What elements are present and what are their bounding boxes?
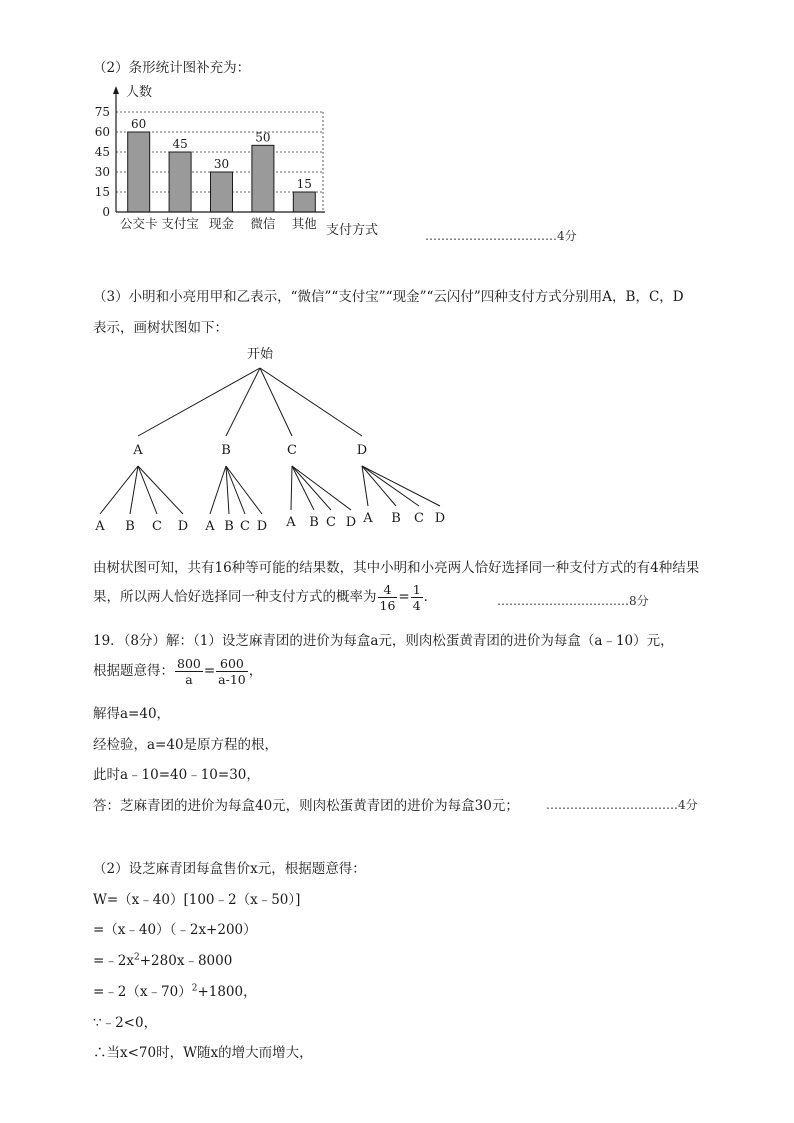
fraction-4-16: $\frac{4}{16}$: [379, 582, 396, 613]
fraction-1-4: $\frac{1}{4}$: [412, 582, 421, 613]
tree-branch: [292, 466, 351, 510]
bar: [252, 145, 274, 212]
x-tick-label: 支付宝: [161, 216, 199, 231]
fraction-800-a: $\frac{800}{a}$: [177, 656, 201, 687]
y-tick-label: 30: [94, 165, 110, 179]
tree-branch: [210, 466, 226, 514]
tree-node-level2: C: [326, 515, 336, 530]
tree-branch: [138, 368, 260, 436]
tree-node-level2: C: [240, 519, 250, 534]
y-tick-label: 75: [94, 105, 110, 119]
q19-line1: 19．（8分）解：（1）设芝麻青团的进价为每盒a元，则肉松蛋黄青团的进价为每盒（a﹣10）元，: [93, 633, 674, 649]
part2-score: ……………………………4分: [425, 229, 577, 243]
tree-node-level2: C: [414, 511, 424, 526]
q19-2-line5: =﹣2（x﹣70）$^2$+1800，: [93, 983, 257, 1000]
tree-node-level2: A: [363, 511, 373, 526]
tree-node-level2: C: [152, 519, 162, 534]
tree-branch: [138, 466, 183, 514]
tree-branch: [292, 466, 314, 510]
part3-line2: 表示，画树状图如下：: [93, 320, 228, 336]
q19-2-line7: ∴当x<70时，W随x的增大而增大，: [93, 1045, 313, 1061]
tree-node-level2: B: [391, 511, 401, 526]
q19-line6: 答：芝麻青团的进价为每盒40元，则肉松蛋黄青团的进价为每盒30元；: [93, 798, 519, 814]
bar-data-label: 50: [255, 130, 271, 145]
q19-line2: 根据题意得： $\frac{800}{a}$ = $\frac{600}{a-10}$ ，: [93, 656, 263, 687]
tree-node-level1: B: [221, 443, 231, 458]
tree-node-level2: D: [345, 515, 357, 530]
tree-node-level1: C: [287, 443, 297, 458]
bar: [169, 152, 191, 212]
tree-branch: [130, 466, 138, 514]
tree-node-level2: A: [95, 519, 105, 534]
x-tick-label: 微信: [250, 216, 276, 231]
x-tick-label: 现金: [208, 216, 235, 231]
part3-score: ……………………………8分: [497, 594, 649, 608]
tree-branch: [138, 466, 157, 514]
bar: [293, 192, 315, 212]
part3-conclusion2: 果，所以两人恰好选择同一种支付方式的概率为 $\frac{4}{16}$ = $\frac{1}{4}$ ．: [93, 582, 438, 613]
q19-2-line1: （2）设芝麻青团每盒售价x元，根据题意得：: [93, 861, 366, 877]
q19-score: ……………………………4分: [546, 798, 698, 812]
q19-2-line3: =（x﹣40）（﹣2x+200）: [93, 922, 257, 938]
tree-node-level2: A: [205, 519, 215, 534]
tree-node-level2: D: [256, 519, 268, 534]
bar-data-label: 30: [213, 157, 230, 171]
y-axis-arrow: [113, 86, 119, 94]
bar-data-label: 45: [172, 137, 188, 151]
tree-branch: [226, 368, 260, 436]
x-tick-label: 其他: [291, 216, 317, 231]
bar: [211, 172, 233, 212]
q19-2-line6: ∵﹣2<0，: [93, 1015, 158, 1031]
equals-sign: =: [398, 589, 410, 605]
fraction-600-a-10: $\frac{600}{a-10}$: [218, 656, 246, 687]
chart-bars: [128, 132, 316, 212]
bar-chart: [88, 82, 388, 242]
part3-conclusion1: 由树状图可知，共有16种等可能的结果数，其中小明和小亮两人恰好选择同一种支付方式的有4种结果: [93, 560, 700, 576]
tree-branch: [226, 466, 262, 514]
y-tick-label: 45: [94, 145, 110, 159]
tree-node-level1: A: [133, 443, 143, 458]
tree-branch: [292, 466, 331, 510]
tree-branch: [260, 368, 362, 436]
part3-conclusion2-text: 果，所以两人恰好选择同一种支付方式的概率为: [93, 589, 377, 605]
chart-xlabel: 支付方式: [326, 223, 379, 238]
bar-data-label: 60: [131, 117, 147, 131]
tree-node-level2: B: [125, 519, 135, 534]
y-tick-label: 15: [94, 185, 110, 199]
tree-branch: [100, 466, 138, 514]
tree-node-level2: B: [309, 515, 319, 530]
tree-node-level2: D: [434, 511, 446, 526]
tree-branches: [100, 368, 440, 514]
q19-line5: 此时a﹣10=40﹣10=30，: [93, 767, 260, 783]
tree-root: 开始: [246, 347, 274, 362]
q19-2-line4: $=﹣2x^2+280x﹣8000$: [93, 952, 233, 969]
y-tick-label: 0: [102, 205, 110, 219]
tree-node-level2: D: [177, 519, 189, 534]
bar: [128, 132, 150, 212]
bar-data-label: 15: [296, 177, 312, 191]
chart-ylabel: 人数: [126, 85, 153, 100]
part2-heading: （2）条形统计图补充为：: [93, 60, 251, 76]
tree-diagram: [85, 340, 465, 540]
tree-branch: [362, 466, 440, 506]
part3-line1: （3）小明和小亮用甲和乙表示，“微信”“支付宝”“现金”“云闪付”四种支付方式分别用A，B，C，D: [93, 289, 684, 305]
tree-node-level1: D: [356, 443, 368, 458]
y-tick-label: 60: [94, 125, 110, 139]
x-tick-label: 公交卡: [119, 216, 158, 231]
tree-node-level2: A: [286, 515, 296, 530]
q19-line4: 经检验，a=40是原方程的根，: [93, 737, 279, 753]
tree-node-level2: B: [224, 519, 234, 534]
q19-line3: 解得a=40，: [93, 706, 171, 722]
q19-2-line2: W=（x﹣40）[100﹣2（x﹣50）]: [93, 892, 301, 908]
tree-branch: [291, 466, 292, 510]
